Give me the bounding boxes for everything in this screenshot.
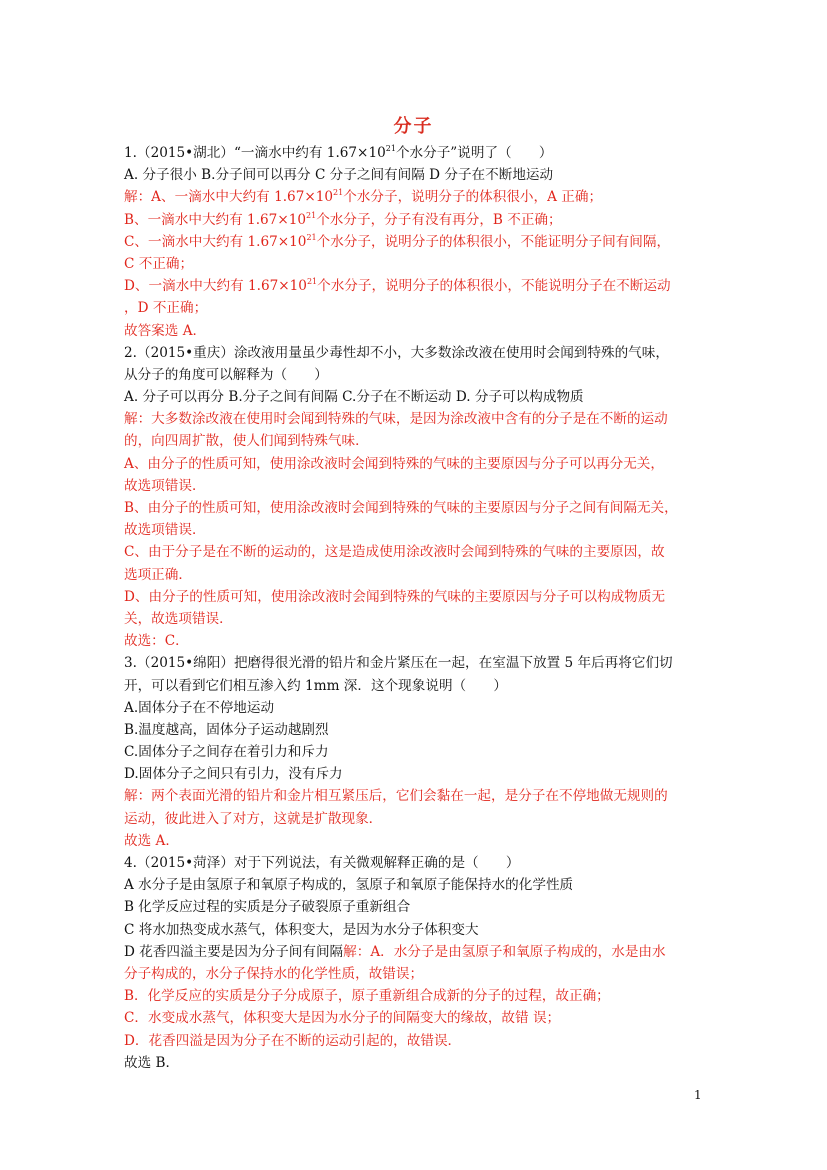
- text-line: [124, 164, 710, 186]
- line-segment: 个水分子，分子有没有再分，B 不正确；: [316, 211, 562, 228]
- answer-text: 的，向四周扩散，使人们闻到特殊气味．: [124, 433, 369, 450]
- text-line: [124, 830, 710, 852]
- text-line: [124, 963, 710, 985]
- text-line: [124, 852, 710, 874]
- question-text: 从分子的角度可以解释为（ ）: [124, 366, 328, 383]
- line-segment: 个水分子，说明分子的体积很小，不能证明分子间有间隔，: [316, 233, 671, 250]
- question-text: 4.（2015•菏泽）对于下列说法，有关微观解释正确的是（ ）: [124, 855, 520, 871]
- text-line: [124, 275, 710, 297]
- page-number: 1: [694, 1088, 702, 1102]
- question-text: B 化学反应过程的实质是分子破裂原子重新组合: [124, 899, 411, 916]
- text-line: [124, 186, 710, 208]
- text-line: [124, 408, 710, 430]
- text-line: [124, 941, 710, 963]
- text-line: [124, 142, 710, 164]
- text-line: [124, 808, 710, 830]
- answer-text: C 不正确；: [124, 255, 194, 272]
- text-line: [124, 697, 710, 719]
- document-body: [124, 142, 710, 1074]
- answer-text: 故答案选 A．: [124, 322, 207, 339]
- text-line: [124, 896, 710, 918]
- question-text: C.固体分子之间存在着引力和斥力: [124, 744, 329, 761]
- question-text: B.温度越高，固体分子运动越剧烈: [124, 721, 329, 738]
- text-line: [124, 785, 710, 807]
- answer-text: D．花香四溢是因为分子在不断的运动引起的，故错误．: [124, 1032, 462, 1049]
- exponent: 21: [306, 210, 317, 220]
- text-line: [124, 475, 710, 497]
- answer-text: 故选项错误．: [124, 522, 206, 539]
- text-line: [124, 763, 710, 785]
- line-segment: 个水分子”说明了（ ）: [395, 145, 553, 161]
- exponent: 21: [306, 232, 317, 242]
- question-text: A 水分子是由氢原子和氧原子构成的，氢原子和氧原子能保持水的化学性质: [124, 877, 574, 894]
- text-line: [124, 1007, 710, 1029]
- question-text: A. 分子可以再分 B.分子之间有间隔 C.分子在不断运动 D. 分子可以构成物质: [124, 389, 584, 406]
- text-line: [124, 364, 710, 386]
- answer-text: 分子构成的，水分子保持水的化学性质，故错误；: [124, 965, 424, 982]
- line-segment: D、一滴水中大约有 1.67×10: [124, 278, 307, 295]
- answer-text: B、由分子的性质可知，使用涂改液时会闻到特殊的气味的主要原因与分子之间有间隔无关，: [124, 500, 678, 516]
- answer-text: A、由分子的性质可知，使用涂改液时会闻到特殊的气味的主要原因与分子可以再分无关，: [124, 455, 664, 472]
- question-text: D.固体分子之间只有引力，没有斥力: [124, 766, 343, 783]
- answer-text: 运动，彼此进入了对方，这就是扩散现象．: [124, 810, 383, 827]
- answer-text: C．水变成水蒸气，体积变大是因为水分子的间隔变大的缘故，故错 误；: [124, 1010, 561, 1027]
- question-text: C 将水加热变成水蒸气，体积变大，是因为水分子体积变大: [124, 921, 479, 938]
- question-text: 3.（2015•绵阳）把磨得很光滑的铅片和金片紧压在一起，在室温下放置 5 年后再将它们切: [124, 655, 673, 672]
- answer-text: 解：A．水分子是由氢原子和氧原子构成的，水是由水: [343, 943, 666, 960]
- text-line: [124, 1030, 710, 1052]
- text-line: [124, 253, 710, 275]
- line-segment: 1.（2015•湖北）“一滴水中约有 1.67×10: [124, 145, 386, 161]
- line-segment: 解：A、一滴水中大约有 1.67×10: [124, 189, 334, 206]
- text-line: [124, 519, 710, 541]
- text-line: [124, 209, 710, 231]
- line-segment: 个水分子，说明分子的体积很小，A 正确；: [343, 189, 603, 206]
- answer-text: 故选 A．: [124, 832, 179, 849]
- exponent: 21: [306, 277, 318, 287]
- exponent: 21: [333, 188, 344, 198]
- answer-text: 关，故选项错误．: [124, 610, 233, 627]
- text-line: [124, 586, 710, 608]
- text-line: [124, 630, 710, 652]
- answer-text: 解：大多数涂改液在使用时会闻到特殊的气味，是因为涂改液中含有的分子是在不断的运动: [124, 411, 668, 428]
- exponent: 21: [385, 144, 396, 153]
- line-segment: 个水分子，说明分子的体积很小，不能说明分子在不断运动: [317, 278, 671, 295]
- text-line: [124, 719, 710, 741]
- question-text: 开，可以看到它们相互渗入约 1mm 深．这个现象说明（ ）: [124, 677, 507, 694]
- text-line: [124, 453, 710, 475]
- question-text: D 花香四溢主要是因为分子间有间隔: [124, 943, 344, 960]
- answer-text: 选项正确．: [124, 566, 192, 583]
- text-line: [124, 919, 710, 941]
- page-title: 分子: [393, 116, 434, 137]
- question-text: A.固体分子在不停地运动: [124, 699, 275, 716]
- text-line: [124, 675, 710, 697]
- text-line: [124, 608, 710, 630]
- text-line: [124, 564, 710, 586]
- text-line: [124, 386, 710, 408]
- line-segment: C、一滴水中大约有 1.67×10: [124, 233, 307, 250]
- text-line: [124, 741, 710, 763]
- question-text: A. 分子很小 B.分子间可以再分 C 分子之间有间隔 D 分子在不断地运动: [124, 167, 554, 184]
- text-line: [124, 497, 710, 519]
- text-line: [124, 342, 710, 364]
- answer-text: D、由分子的性质可知，使用涂改液时会闻到特殊的气味的主要原因与分子可以构成物质无: [124, 588, 666, 605]
- question-text: 故选 B．: [124, 1054, 180, 1071]
- answer-text: ，D 不正确；: [124, 300, 208, 317]
- text-line: [124, 652, 710, 674]
- text-line: [124, 985, 710, 1007]
- text-line: [124, 430, 710, 452]
- text-line: [124, 320, 710, 342]
- text-line: [124, 1052, 710, 1074]
- question-text: 2.（2015•重庆）涂改液用量虽少毒性却不小，大多数涂改液在使用时会闻到特殊的气味，: [124, 344, 669, 361]
- line-segment: B、一滴水中大约有 1.67×10: [124, 211, 307, 228]
- answer-text: 故选：C．: [124, 633, 189, 650]
- answer-text: B．化学反应的实质是分子分成原子，原子重新组合成新的分子的过程，故正确；: [124, 988, 610, 1005]
- answer-text: 解：两个表面光滑的铅片和金片相互紧压后，它们会黏在一起，是分子在不停地做无规则的: [124, 788, 668, 805]
- text-line: [124, 231, 710, 253]
- answer-text: C、由于分子是在不断的运动的，这是造成使用涂改液时会闻到特殊的气味的主要原因，故: [124, 544, 665, 561]
- text-line: [124, 874, 710, 896]
- answer-text: 故选项错误．: [124, 477, 206, 494]
- text-line: [124, 541, 710, 563]
- text-line: [124, 297, 710, 319]
